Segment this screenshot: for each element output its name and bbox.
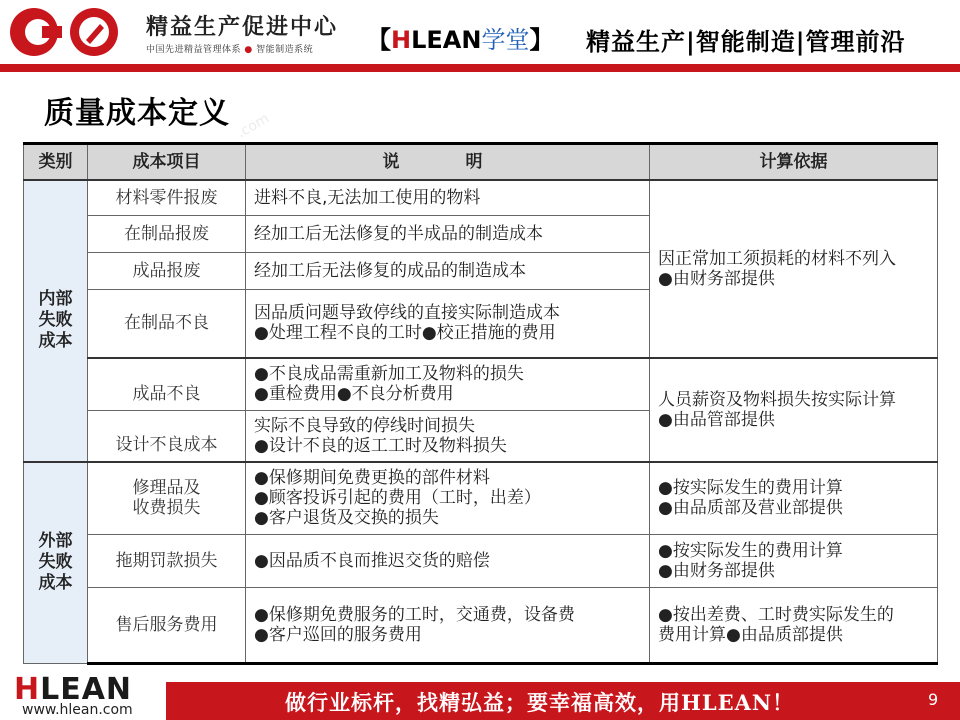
header-slogan: 精益生产|智能制造|管理前沿 xyxy=(586,28,906,56)
cost-item-text: 修理品及 xyxy=(132,478,201,499)
description-text: 因品质问题导致停线的直接实际制造成本 xyxy=(254,303,560,324)
description-text: ●因品质不良而推迟交货的赔偿 xyxy=(254,551,490,571)
basis-text: ●由财务部提供 xyxy=(658,561,775,581)
description-text: ●保修期免费服务的工时，交通费，设备费 xyxy=(254,605,575,625)
basis-text: 因正常加工须损耗的材料不列入 xyxy=(658,248,896,269)
org-sub-left: 中国先进精益管理体系 xyxy=(146,45,242,55)
page-title: 质量成本定义 xyxy=(44,96,230,131)
basis-text: ●由品管部提供 xyxy=(658,409,775,430)
cost-item xyxy=(88,253,246,290)
category-internal xyxy=(24,180,88,462)
org-logo-icon xyxy=(8,4,140,60)
description-text: ●重检费用●不良分析费用 xyxy=(254,384,454,405)
cost-item-text: 设计不良成本 xyxy=(115,434,218,455)
cost-item xyxy=(88,588,246,664)
cost-item-text: 成品报废 xyxy=(132,261,201,281)
cost-item-text: 收费损失 xyxy=(132,498,201,519)
description-text: ●客户巡回的服务费用 xyxy=(254,625,422,645)
cost-item xyxy=(88,290,246,358)
cost-description xyxy=(246,253,650,290)
table-row xyxy=(24,180,938,216)
brand-bracket-open: 【 xyxy=(367,26,391,54)
header-cost-item: 成本项目 xyxy=(88,144,246,180)
table-row xyxy=(24,462,938,535)
header-divider xyxy=(0,64,960,72)
calculation-basis xyxy=(650,462,938,535)
header-description xyxy=(246,144,650,180)
table-header-row xyxy=(24,144,938,180)
cost-item xyxy=(88,216,246,253)
cost-item xyxy=(88,180,246,216)
cost-description xyxy=(246,358,650,411)
category-external-line: 成本 xyxy=(38,573,73,594)
basis-text: ●按实际发生的费用计算 xyxy=(658,541,843,561)
slide-header xyxy=(0,0,960,64)
basis-text: ●按出差费、工时费实际发生的 xyxy=(658,605,894,625)
cost-item-text: 售后服务费用 xyxy=(115,615,218,635)
calculation-basis xyxy=(650,588,938,664)
footer-slogan: 做行业标杆，找精弘益；要幸福高效，用HLEAN！ xyxy=(285,690,795,715)
cost-description xyxy=(246,535,650,588)
quality-cost-table xyxy=(23,142,938,665)
cost-description xyxy=(246,411,650,462)
cost-item-text: 在制品不良 xyxy=(124,313,209,334)
header-category: 类别 xyxy=(24,144,88,180)
brand-h: H xyxy=(391,26,412,54)
cost-item xyxy=(88,411,246,462)
footer-logo-h: H xyxy=(14,672,41,707)
org-sub-dot: ● xyxy=(244,45,253,55)
cost-description xyxy=(246,588,650,664)
description-text: ●不良成品需重新加工及物料的损失 xyxy=(254,364,524,385)
basis-text: ●按实际发生的费用计算 xyxy=(658,478,843,499)
description-text: 进料不良,无法加工使用的物料 xyxy=(254,187,481,208)
cost-item-text: 材料零件报废 xyxy=(115,187,218,208)
cost-item-text: 拖期罚款损失 xyxy=(115,551,218,571)
page-number: 9 xyxy=(928,690,939,709)
brand-title xyxy=(367,20,553,55)
description-text: ●处理工程不良的工时●校正措施的费用 xyxy=(254,323,556,344)
cost-description xyxy=(246,462,650,535)
footer-logo-rest: LEAN xyxy=(40,672,133,707)
table-row xyxy=(24,535,938,588)
basis-text: ●由品质部及营业部提供 xyxy=(658,498,843,519)
basis-text: ●由财务部提供 xyxy=(658,268,775,289)
description-text: ●顾客投诉引起的费用（工时，出差） xyxy=(254,488,541,509)
cost-item-text: 在制品报废 xyxy=(124,224,209,244)
description-text: 经加工后无法修复的成品的制造成本 xyxy=(254,261,526,281)
cost-description xyxy=(246,290,650,358)
cost-item-text: 成品不良 xyxy=(132,384,201,404)
category-external-line: 失败 xyxy=(38,552,73,573)
header-description-text: 说 明 xyxy=(382,151,513,172)
brand-lean: LEAN xyxy=(411,26,482,54)
calculation-basis xyxy=(650,180,938,358)
category-internal-line: 失败 xyxy=(38,310,73,330)
cost-item xyxy=(88,462,246,535)
calculation-basis xyxy=(650,358,938,462)
header-basis: 计算依据 xyxy=(650,144,938,180)
brand-school: 学堂 xyxy=(481,26,530,54)
description-text: ●设计不良的返工工时及物料损失 xyxy=(254,435,507,456)
description-text: 实际不良导致的停线时间损失 xyxy=(254,415,475,436)
org-subtitle xyxy=(146,42,313,55)
org-sub-right: 智能制造系统 xyxy=(256,45,314,55)
brand-bracket-close: 】 xyxy=(529,26,554,54)
category-external-line: 外部 xyxy=(38,531,73,552)
table-row xyxy=(24,358,938,411)
cost-item xyxy=(88,358,246,411)
footer-url: www.hlean.com xyxy=(22,702,133,718)
description-text: 经加工后无法修复的半成品的制造成本 xyxy=(254,224,543,244)
description-text: ●客户退货及交换的损失 xyxy=(254,508,439,529)
basis-text: 人员薪资及物料损失按实际计算 xyxy=(658,389,896,410)
cost-item xyxy=(88,535,246,588)
description-text: ●保修期间免费更换的部件材料 xyxy=(254,468,490,489)
table-row xyxy=(24,588,938,664)
watermark: .com xyxy=(234,110,273,142)
category-internal-line: 成本 xyxy=(38,331,73,351)
cost-description xyxy=(246,180,650,216)
calculation-basis xyxy=(650,535,938,588)
category-external xyxy=(24,462,88,664)
org-name: 精益生产促进中心 xyxy=(146,15,339,40)
basis-text: 费用计算●由品质部提供 xyxy=(658,625,843,645)
category-internal-line: 内部 xyxy=(38,289,73,309)
cost-description xyxy=(246,216,650,253)
